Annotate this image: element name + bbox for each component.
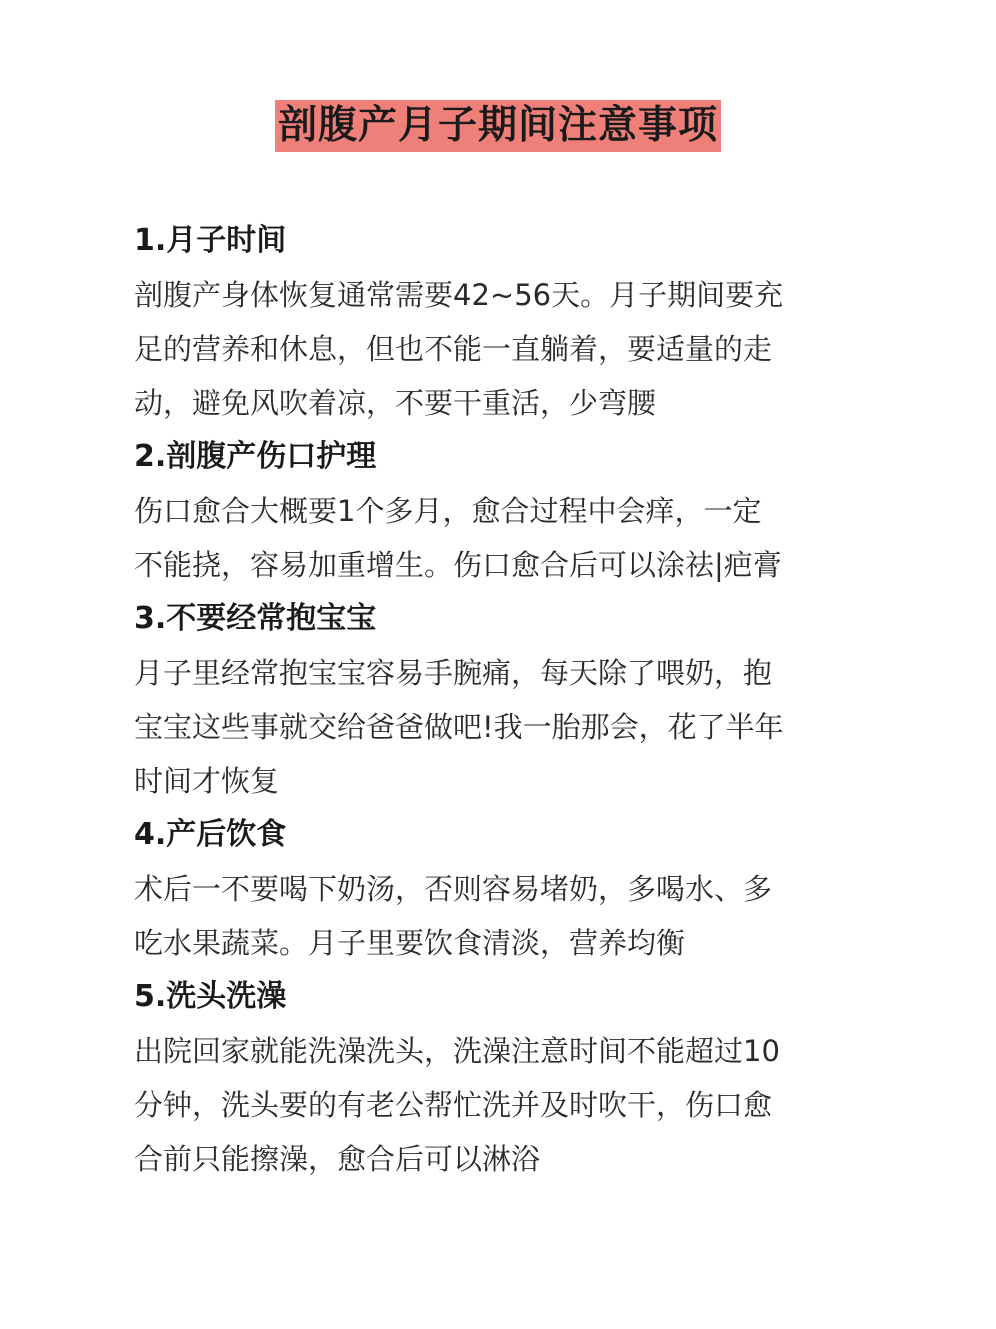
title-container: [0, 100, 996, 152]
section-text-line: 伤口愈合大概要1个多月，愈合过程中会痒，一定: [134, 494, 762, 528]
section-text-line: 剖腹产身体恢复通常需要42~56天。月子期间要充: [134, 278, 784, 312]
section-text-line: 吃水果蔬菜。月子里要饮食清淡，营养均衡: [134, 926, 686, 960]
section-text-line: 不能挠，容易加重增生。伤口愈合后可以涂祛|疤膏: [134, 548, 782, 582]
section-text-line: 出院回家就能洗澡洗头，洗澡注意时间不能超过10: [134, 1034, 780, 1068]
section-text-line: 合前只能擦澡，愈合后可以淋浴: [134, 1142, 541, 1176]
section-text-line: 术后一不要喝下奶汤，否则容易堵奶，多喝水、多: [134, 872, 773, 906]
section-text-line: 分钟，洗头要的有老公帮忙洗并及时吹干，伤口愈: [134, 1088, 773, 1122]
section-heading: 5.洗头洗澡: [134, 979, 287, 1014]
section-heading: 1.月子时间: [134, 223, 287, 258]
section-heading: 2.剖腹产伤口护理: [134, 439, 377, 474]
section-text-line: 月子里经常抱宝宝容易手腕痛，每天除了喂奶，抱: [134, 656, 773, 690]
section-2: [134, 430, 874, 592]
section-4: [134, 808, 874, 970]
section-text-line: 宝宝这些事就交给爸爸做吧!我一胎那会，花了半年: [134, 710, 784, 744]
section-5: [134, 970, 874, 1186]
page-title: 剖腹产月子期间注意事项: [275, 100, 721, 152]
section-heading: 4.产后饮食: [134, 817, 287, 852]
section-text-line: 动，避免风吹着凉，不要干重活，少弯腰: [134, 386, 657, 420]
section-3: [134, 592, 874, 808]
section-1: [134, 214, 874, 430]
section-heading: 3.不要经常抱宝宝: [134, 601, 377, 636]
section-text-line: 时间才恢复: [134, 764, 280, 798]
section-text-line: 足的营养和休息，但也不能一直躺着，要适量的走: [134, 332, 773, 366]
article-body: [134, 214, 874, 1186]
